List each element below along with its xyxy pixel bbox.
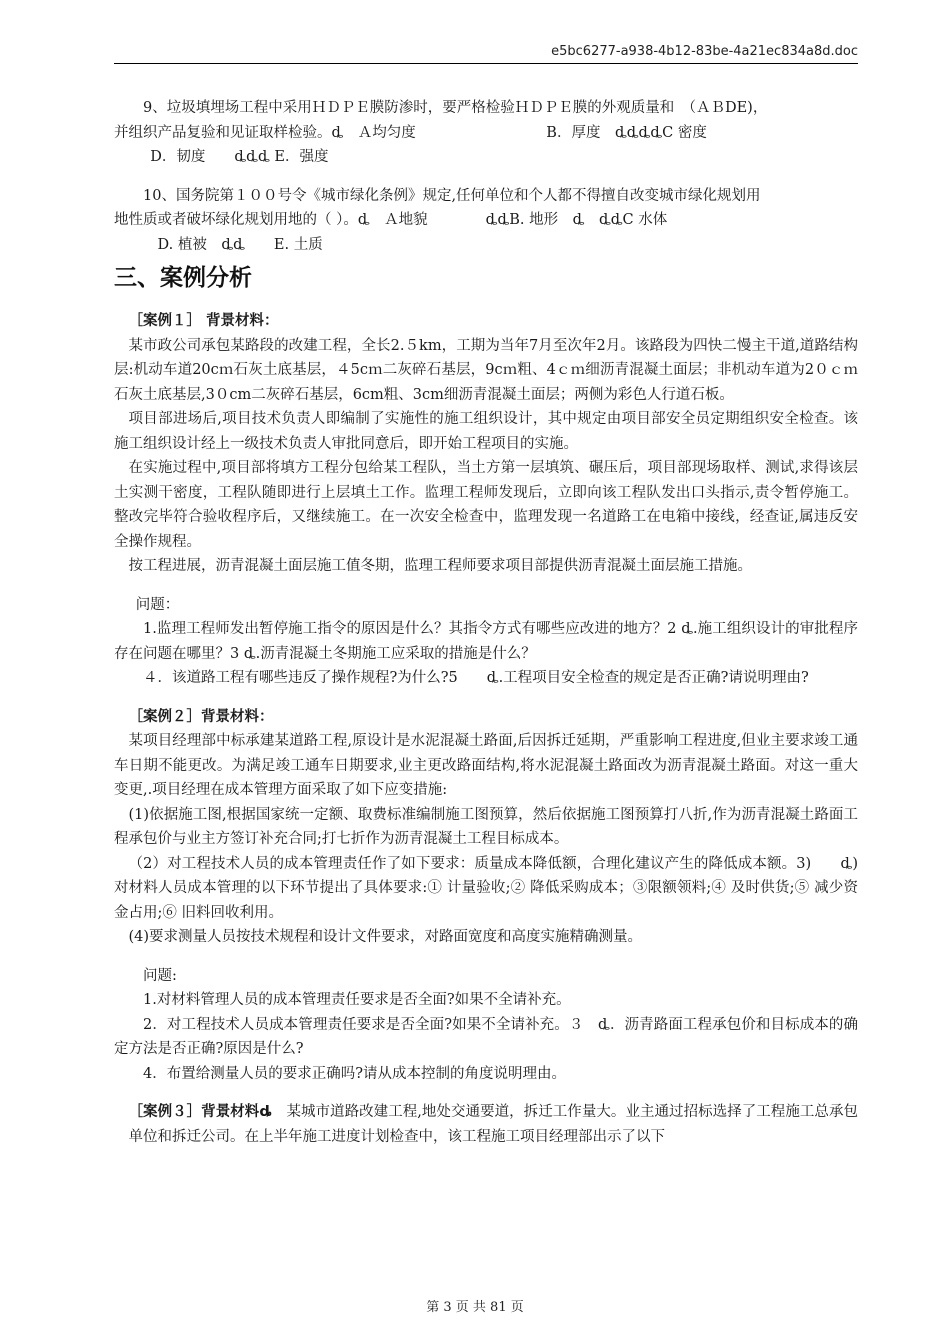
question-10-line: D. 植被 ȡȡ E. 土质	[157, 236, 323, 253]
case-paragraph: 按工程进展，沥青混凝土面层施工值冬期，监理工程师要求项目部提供沥青混凝土面层施工措施。	[128, 558, 752, 574]
question-9-line: 9、垃圾填埋场工程中采用ＨＤＰＥ膜防渗时，要严格检验ＨＤＰＥ膜的外观质量和 （ＡＢDE)，	[143, 100, 768, 116]
case-2-heading: ［案例２］背景材料：	[128, 708, 274, 725]
question-9-line: 并组织产品复验和见证取样检验。ȡ Ａ均匀度 B．厚度 ȡȡȡȡC 密度	[114, 124, 707, 141]
case-3-heading: ［案例３］背景材料ȡ	[128, 1104, 272, 1120]
question-item: 1.对材料管理人员的成本管理责任要求是否全面?如果不全请补充。	[143, 992, 571, 1008]
question-9	[114, 96, 858, 170]
case-3-text: 某城市道路改建工程,地处交通要道，拆迁工作量大。业主通过招标选择了工程施工总承包单位和拆迁公司。在上半年施工进度计划检查中，该工程施工项目经理部出示了以下	[128, 1104, 858, 1145]
case-1	[114, 309, 858, 691]
question-item: 2．对工程技术人员成本管理责任要求是否全面?如果不全请补充。３ ȡ．沥青路面工程承包价和目标成本的确定方法是否正确?原因是什么?	[114, 1016, 858, 1057]
case-paragraph	[114, 1100, 858, 1149]
case-paragraph: 项目部进场后,项目技术负责人即编制了实施性的施工组织设计，其中规定由项目部安全员定期组织安全检查。该施工组织设计经上一级技术负责人审批同意后，即开始工程项目的实施。	[114, 411, 858, 452]
question-10	[114, 184, 858, 258]
case-3	[114, 1100, 858, 1149]
case-paragraph: 某项目经理部中标承建某道路工程,原设计是水泥混凝土路面,后因拆迁延期，严重影响工程进度,但业主要求竣工通车日期不能更改。为满足竣工通车日期要求,业主更改路面结构,将水泥混凝土路面改为沥青混凝土路面。对这一重大变更,.项目经理在成本管理方面采取了如下应变措施:	[114, 733, 858, 798]
page-number: 第 3 页 共 81 页	[426, 1300, 524, 1315]
case-2	[114, 705, 858, 1087]
question-item: ４．该道路工程有哪些违反了操作规程?为什么?5 ȡ.工程项目安全检查的规定是否正确?请说明理由?	[143, 670, 809, 686]
document-body	[114, 96, 858, 1149]
questions-label: 问题：	[135, 596, 180, 613]
question-item: 4．布置给测量人员的要求正确吗?请从成本控制的角度说明理由。	[143, 1065, 566, 1082]
case-paragraph: (4)要求测量人员按技术规程和设计文件要求，对路面宽度和高度实施精确测量。	[128, 929, 643, 945]
case-paragraph: 某市政公司承包某路段的改建工程，全长2.５km，工期为当年7月至次年2月。该路段为四快二慢主干道,道路结构层:机动车道20cｍ石灰土底基层，４5cｍ二灰碎石基层，9cｍ粗、4ｃｍ细沥青混凝土面层；非机动车道为2０ｃｍ石灰土底基层,3０cm二灰碎石基层，6cm粗、3cm细沥青混凝土面层；两侧为彩色人行道石板。	[114, 337, 858, 403]
case-1-heading: ［案例１］ 背景材料：	[128, 313, 279, 329]
section-title: 三、案例分析	[114, 265, 252, 291]
question-10-line: 地性质或者破坏绿化规划用地的（ ）。ȡ Ａ地貌 ȡȡB. 地形 ȡ ȡȡC 水体	[114, 212, 668, 228]
questions-label: 问题:	[143, 967, 177, 984]
case-paragraph: （2）对工程技术人员的成本管理责任作了如下要求：质量成本降低额，合理化建议产生的降低成本额。3) ȡ)对材料人员成本管理的以下环节提出了具体要求:① 计量验收;② 降低采购成本；③限额领料;④ 及时供货;⑤ 减少资金占用;⑥ 旧料回收利用。	[114, 855, 858, 921]
case-paragraph: (1)依据施工图,根据国家统一定额、取费标准编制施工图预算，然后依据施工图预算打八折,作为沥青混凝土路面工程承包价与业主方签订补充合同;打七折作为沥青混凝土工程目标成本。	[114, 806, 858, 847]
question-10-line: 10、国务院第１００号令《城市绿化条例》规定,任何单位和个人都不得擅自改变城市绿化规划用	[143, 187, 761, 204]
case-paragraph: 在实施过程中,项目部将填方工程分包给某工程队，当土方第一层填筑、碾压后，项目部现场取样、测试,求得该层土实测干密度，工程队随即进行上层填土工作。监理工程师发现后，立即向该工程队发出口头指示,责令暂停施工。整改完毕符合验收程序后，又继续施工。在一次安全检查中，监理发现一名道路工在电箱中接线，经查证,属违反安全操作规程。	[114, 460, 858, 550]
document-filename: e5bc6277-a938-4b12-83be-4a21ec834a8d.doc	[551, 44, 858, 59]
question-item: 1.监理工程师发出暂停施工指令的原因是什么？其指令方式有哪些应改进的地方？2 ȡ.施工组织设计的审批程序存在问题在哪里？3 ȡ.沥青混凝土冬期施工应采取的措施是什么？	[114, 621, 858, 662]
header-divider	[114, 63, 858, 64]
question-9-line: D．韧度 ȡȡȡ E．强度	[150, 149, 329, 165]
